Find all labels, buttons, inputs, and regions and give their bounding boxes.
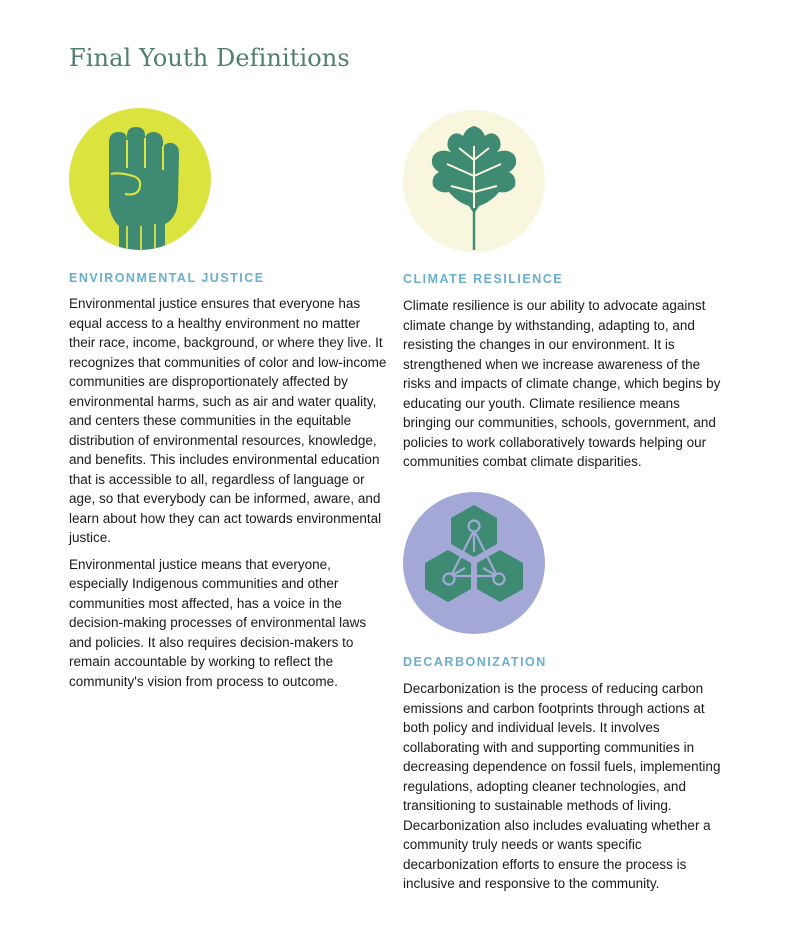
section-body-climate-resilience	[403, 296, 725, 479]
section-heading-climate-resilience: CLIMATE RESILIENCE	[403, 272, 564, 286]
section-heading-environmental-justice: ENVIRONMENTAL JUSTICE	[69, 271, 265, 285]
oak-leaf-icon	[403, 110, 545, 252]
section-body-decarbonization	[403, 679, 725, 901]
section-heading-decarbonization: DECARBONIZATION	[403, 655, 547, 669]
section-body-environmental-justice	[69, 294, 389, 698]
paragraph: Environmental justice ensures that everyone has equal access to a healthy environment no matter their race, income, background, or where they live. It recognizes that communities of color and low-income communities are disproportionately affected by environmental harms, such as air and water quality, and centers these communities in the equitable distribution of environmental resources, knowledge, and benefits. This includes environmental education that is accessible to all, regardless of language or age, so that everybody can be informed, aware, and learn about how they can act towards environmental justice.	[69, 296, 387, 545]
paragraph: Climate resilience is our ability to advocate against climate change by withstanding, adapting to, and resisting the changes in our environment. It is strengthened when we increase awareness of the risks and impacts of climate change, which begins by educating our youth. Climate resilience means bringing our communities, schools, government, and policies to work collaboratively towards helping our communities combat climate disparities.	[403, 298, 721, 469]
page-title: Final Youth Definitions	[69, 44, 350, 72]
paragraph: Environmental justice means that everyone, especially Indigenous communities and other communities most affected, has a voice in the decision-making processes of environmental laws and policies. It also requires decision-makers to remain accountable by working to reflect the community's vision from process to outcome.	[69, 556, 367, 689]
hexagon-molecule-icon	[403, 492, 545, 634]
paragraph: Decarbonization is the process of reducing carbon emissions and carbon footprints through actions at both policy and individual levels. It involves collaborating with and supporting communities in decreasing dependence on fossil fuels, implementing regulations, adopting cleaner technologies, and transitioning to sustainable methods of living. Decarbonization also includes evaluating whether a community truly needs or wants specific decarbonization efforts to ensure the process is inclusive and responsive to the community.	[403, 681, 721, 891]
raised-fist-icon	[69, 108, 211, 250]
